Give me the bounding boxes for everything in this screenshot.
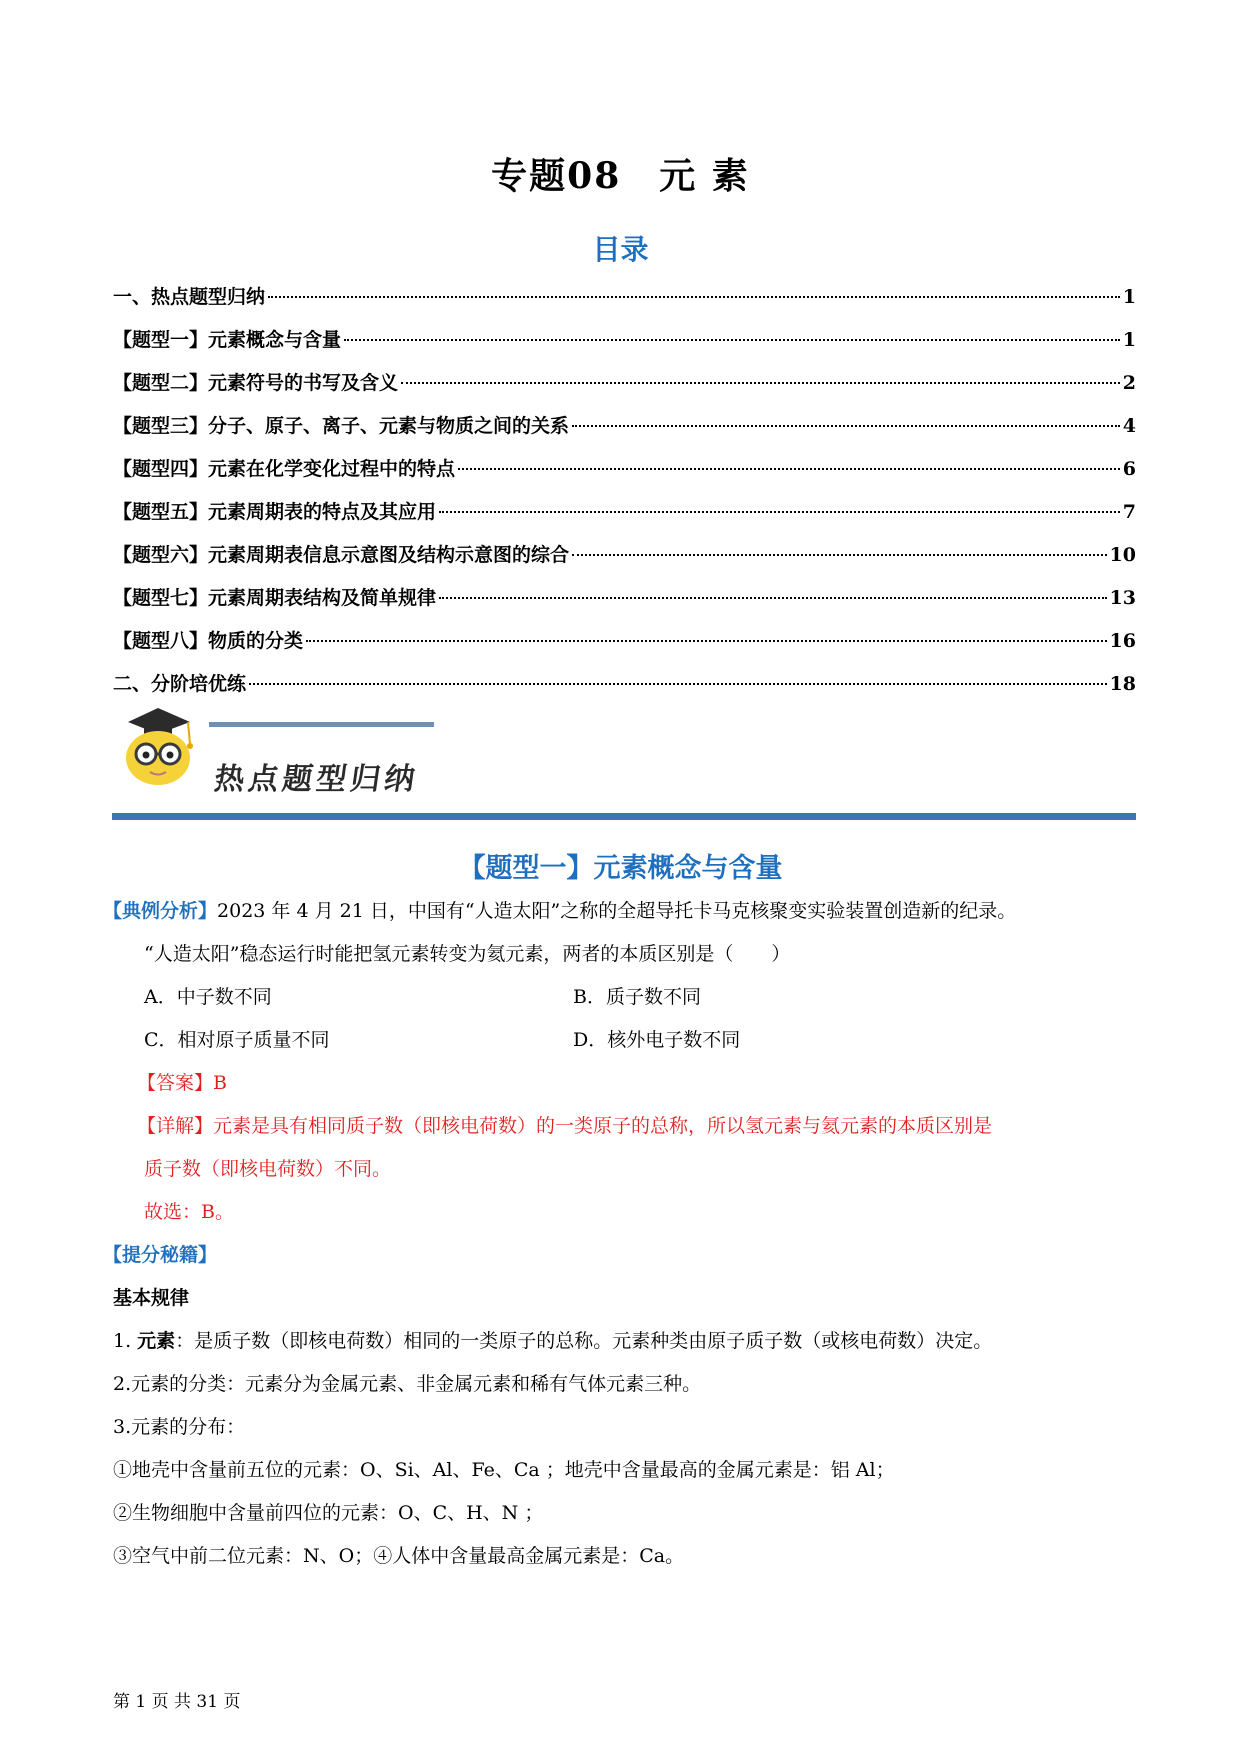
banner-bottom-rule (112, 813, 1136, 820)
example-line-2: “人造太阳”稳态运行时能把氢元素转变为氦元素，两者的本质区别是（ ） (144, 943, 791, 965)
toc-leader-dots (572, 554, 1107, 556)
toc-item[interactable] (113, 497, 1136, 540)
toc-item-label: 【题型四】元素在化学变化过程中的特点 (113, 458, 456, 480)
toc-leader-dots (458, 468, 1120, 470)
toc-item[interactable] (113, 626, 1136, 669)
explanation-line-2: 质子数（即核电荷数）不同。 (144, 1158, 392, 1180)
toc-item[interactable] (113, 282, 1136, 325)
toc-item-label: 【题型一】元素概念与含量 (113, 329, 342, 351)
option-a: A．中子数不同 (144, 986, 272, 1008)
toc-item-label: 【题型二】元素符号的书写及含义 (113, 372, 399, 394)
toc-item-page: 4 (1122, 415, 1136, 437)
toc-item-page: 6 (1122, 458, 1136, 480)
toc-item-label: 【题型三】分子、原子、离子、元素与物质之间的关系 (113, 415, 570, 437)
example-tag: 【典例分析】 (103, 900, 218, 922)
rule-1 (113, 1328, 992, 1354)
toc-item-label: 【题型七】元素周期表结构及简单规律 (113, 587, 437, 609)
section-heading: 【题型一】元素概念与含量 (458, 853, 783, 884)
rule-3: 3.元素的分布： (113, 1416, 246, 1438)
toc-item[interactable] (113, 540, 1136, 583)
table-of-contents (113, 282, 1136, 712)
banner-top-rule (209, 722, 434, 727)
toc-item-page: 13 (1109, 587, 1136, 609)
toc-item[interactable] (113, 583, 1136, 626)
rule-1-prefix: 1. (113, 1330, 138, 1352)
toc-leader-dots (268, 296, 1120, 298)
toc-leader-dots (249, 683, 1107, 685)
toc-item-label: 【题型六】元素周期表信息示意图及结构示意图的综合 (113, 544, 570, 566)
page-title: 专题08 元 素 (491, 155, 750, 197)
rule-1-text: ：是质子数（即核电荷数）相同的一类原子的总称。元素种类由原子质子数（或核电荷数）决定。 (175, 1330, 993, 1352)
toc-item[interactable] (113, 454, 1136, 497)
toc-item[interactable] (113, 368, 1136, 411)
rule-3c: ③空气中前二位元素：N、O；④人体中含量最高金属元素是：Ca。 (113, 1545, 685, 1567)
option-b: B．质子数不同 (573, 986, 701, 1008)
example-text-1: 2023 年 4 月 21 日，中国有“人造太阳”之称的全超导托卡马克核聚变实验装置创造新的纪录。 (217, 900, 1017, 922)
toc-item-page: 1 (1122, 329, 1136, 351)
toc-item-label: 二、分阶培优练 (113, 673, 247, 695)
toc-item-page: 18 (1109, 673, 1136, 695)
option-d: D．核外电子数不同 (573, 1029, 741, 1051)
toc-item[interactable] (113, 669, 1136, 712)
rule-2: 2.元素的分类：元素分为金属元素、非金属元素和稀有气体元素三种。 (113, 1373, 702, 1395)
answer: 【答案】B (137, 1072, 227, 1094)
toc-heading: 目录 (592, 233, 649, 266)
toc-item-page: 10 (1109, 544, 1136, 566)
toc-item-page: 7 (1122, 501, 1136, 523)
toc-leader-dots (439, 511, 1120, 513)
toc-item-page: 16 (1109, 630, 1136, 652)
toc-item-label: 一、热点题型归纳 (113, 286, 266, 308)
graduate-mascot-icon (118, 700, 198, 786)
banner-title: 热点题型归纳 (212, 762, 421, 797)
toc-item[interactable] (113, 325, 1136, 368)
option-c: C．相对原子质量不同 (144, 1029, 330, 1051)
explanation-line-1: 【详解】元素是具有相同质子数（即核电荷数）的一类原子的总称，所以氢元素与氦元素的本质区别是 (137, 1115, 993, 1137)
toc-leader-dots (306, 640, 1107, 642)
toc-item-label: 【题型八】物质的分类 (113, 630, 304, 652)
toc-leader-dots (572, 425, 1120, 427)
rules-title: 基本规律 (113, 1287, 190, 1309)
choice: 故选：B。 (144, 1201, 234, 1223)
toc-leader-dots (439, 597, 1107, 599)
rule-3a: ①地壳中含量前五位的元素：O、Si、Al、Fe、Ca ；地壳中含量最高的金属元素是：铝 Al； (113, 1459, 895, 1481)
tips-tag: 【提分秘籍】 (103, 1244, 218, 1266)
rule-1-term: 元素 (137, 1330, 176, 1352)
toc-item-page: 1 (1122, 286, 1136, 308)
toc-leader-dots (401, 382, 1120, 384)
toc-item[interactable] (113, 411, 1136, 454)
toc-item-page: 2 (1122, 372, 1136, 394)
toc-item-label: 【题型五】元素周期表的特点及其应用 (113, 501, 437, 523)
toc-leader-dots (344, 339, 1120, 341)
page-footer: 第 1 页 共 31 页 (113, 1692, 241, 1712)
example-line-1 (103, 898, 1016, 924)
rule-3b: ②生物细胞中含量前四位的元素：O、C、H、N ； (113, 1502, 544, 1524)
